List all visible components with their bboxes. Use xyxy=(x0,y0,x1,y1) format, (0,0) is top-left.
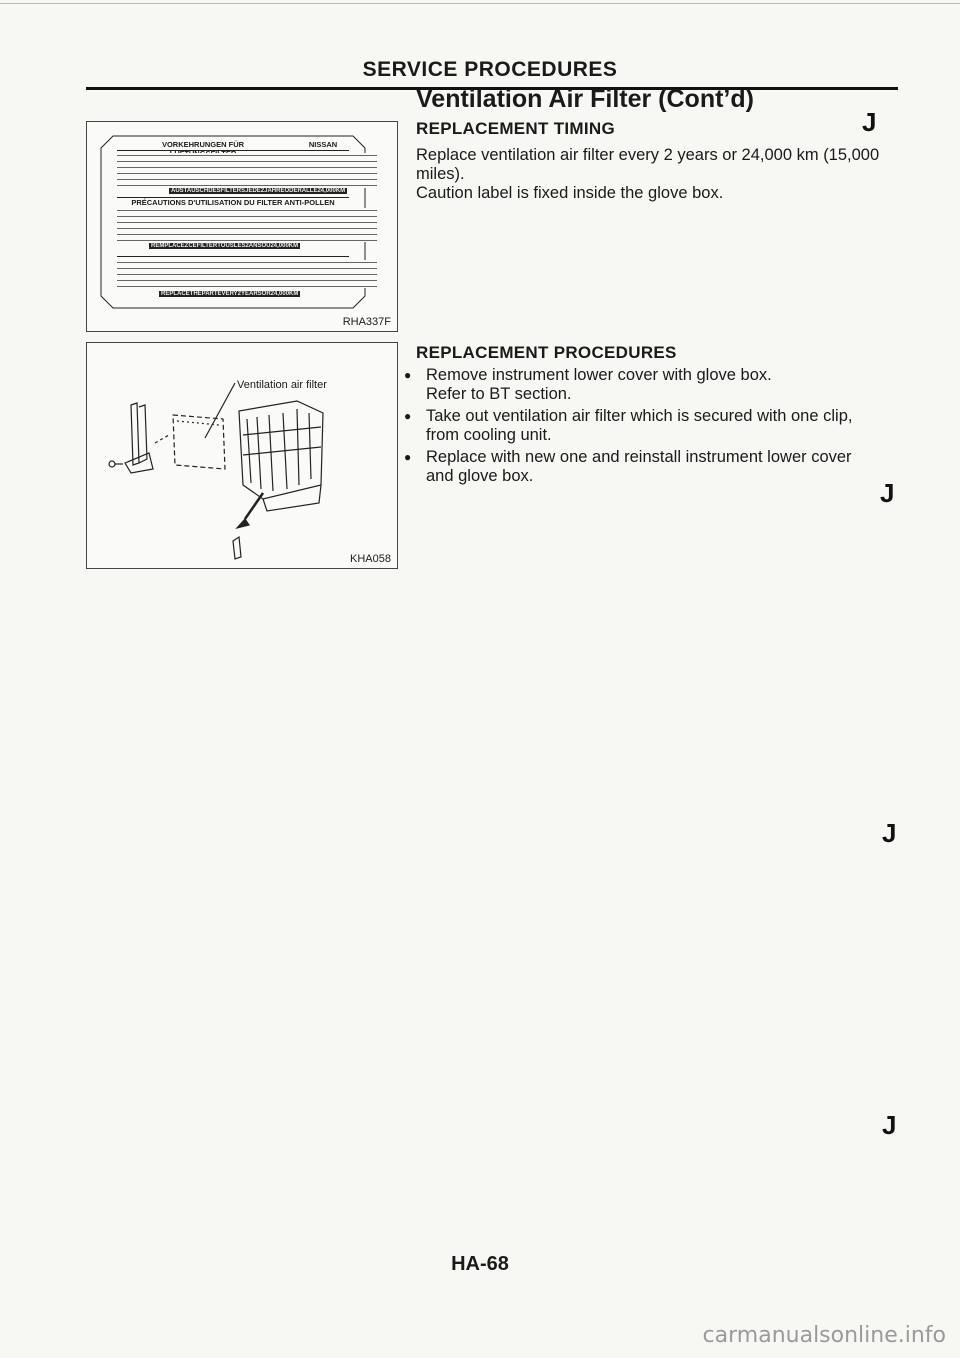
top-edge-line xyxy=(0,3,960,4)
label-title-fr: PRÉCAUTIONS D'UTILISATION DU FILTER ANTI-POLLEN xyxy=(131,198,335,207)
label-text-en xyxy=(117,260,377,288)
label-text-de xyxy=(117,153,377,188)
step-line: ● Replace with new one and reinstall instrument lower cover xyxy=(426,448,852,466)
timing-line: Caution label is fixed inside the glove box. xyxy=(416,184,724,202)
caution-label-figure xyxy=(86,121,398,332)
label-brand: NISSAN xyxy=(308,140,338,149)
watermark: carmanualsonline.info xyxy=(702,1323,946,1348)
timing-line: miles). xyxy=(416,165,465,183)
revision-mark: J xyxy=(882,818,897,848)
label-divider xyxy=(117,256,349,257)
step-line: from cooling unit. xyxy=(426,426,552,444)
label-text-fr xyxy=(117,208,377,242)
procedure-step xyxy=(402,448,912,486)
timing-text xyxy=(416,146,906,203)
step-line: ● Remove instrument lower cover with glove box. xyxy=(426,366,772,384)
step-line: and glove box. xyxy=(426,467,534,485)
page-number: HA-68 xyxy=(451,1253,509,1275)
timing-title: REPLACEMENT TIMING xyxy=(416,119,616,138)
caution-label-panel xyxy=(99,132,367,312)
revision-mark: J xyxy=(880,478,895,508)
procedure-step xyxy=(402,366,912,404)
section-title: SERVICE PROCEDURES xyxy=(362,58,618,81)
procedure-steps xyxy=(402,366,912,489)
procedure-step xyxy=(402,407,912,445)
label-highlight-fr: REMPLACEZCEFILTERTOUSLES2ANSOU24,000KM xyxy=(151,243,299,249)
callout-ventilation-air-filter: Ventilation air filter xyxy=(237,379,327,391)
label-title-de: VORKEHRUNGEN FÜR xyxy=(161,140,245,149)
figure-code: KHA058 xyxy=(350,553,391,565)
procedures-title: REPLACEMENT PROCEDURES xyxy=(416,343,677,362)
page-heading: Ventilation Air Filter (Cont’d) xyxy=(416,85,754,113)
step-line: Refer to BT section. xyxy=(426,385,572,403)
label-highlight-en: REPLACETHEPARTEVERY2YEARSOR24,000KM xyxy=(161,291,299,297)
figure-code: RHA337F xyxy=(342,316,391,328)
revision-mark: J xyxy=(882,1110,897,1140)
timing-line: Replace ventilation air filter every 2 years or 24,000 km (15,000 xyxy=(416,146,880,164)
label-highlight-de: AUSTAUSCHDESFILTERSJEDE2JAHREODERALLE24,000KM xyxy=(171,188,346,194)
label-divider xyxy=(117,150,349,151)
revision-mark: J xyxy=(862,107,877,137)
cooling-unit-illustration xyxy=(87,343,397,568)
step-line: ● Take out ventilation air filter which is secured with one clip, xyxy=(426,407,853,425)
filter-location-figure xyxy=(86,342,398,569)
